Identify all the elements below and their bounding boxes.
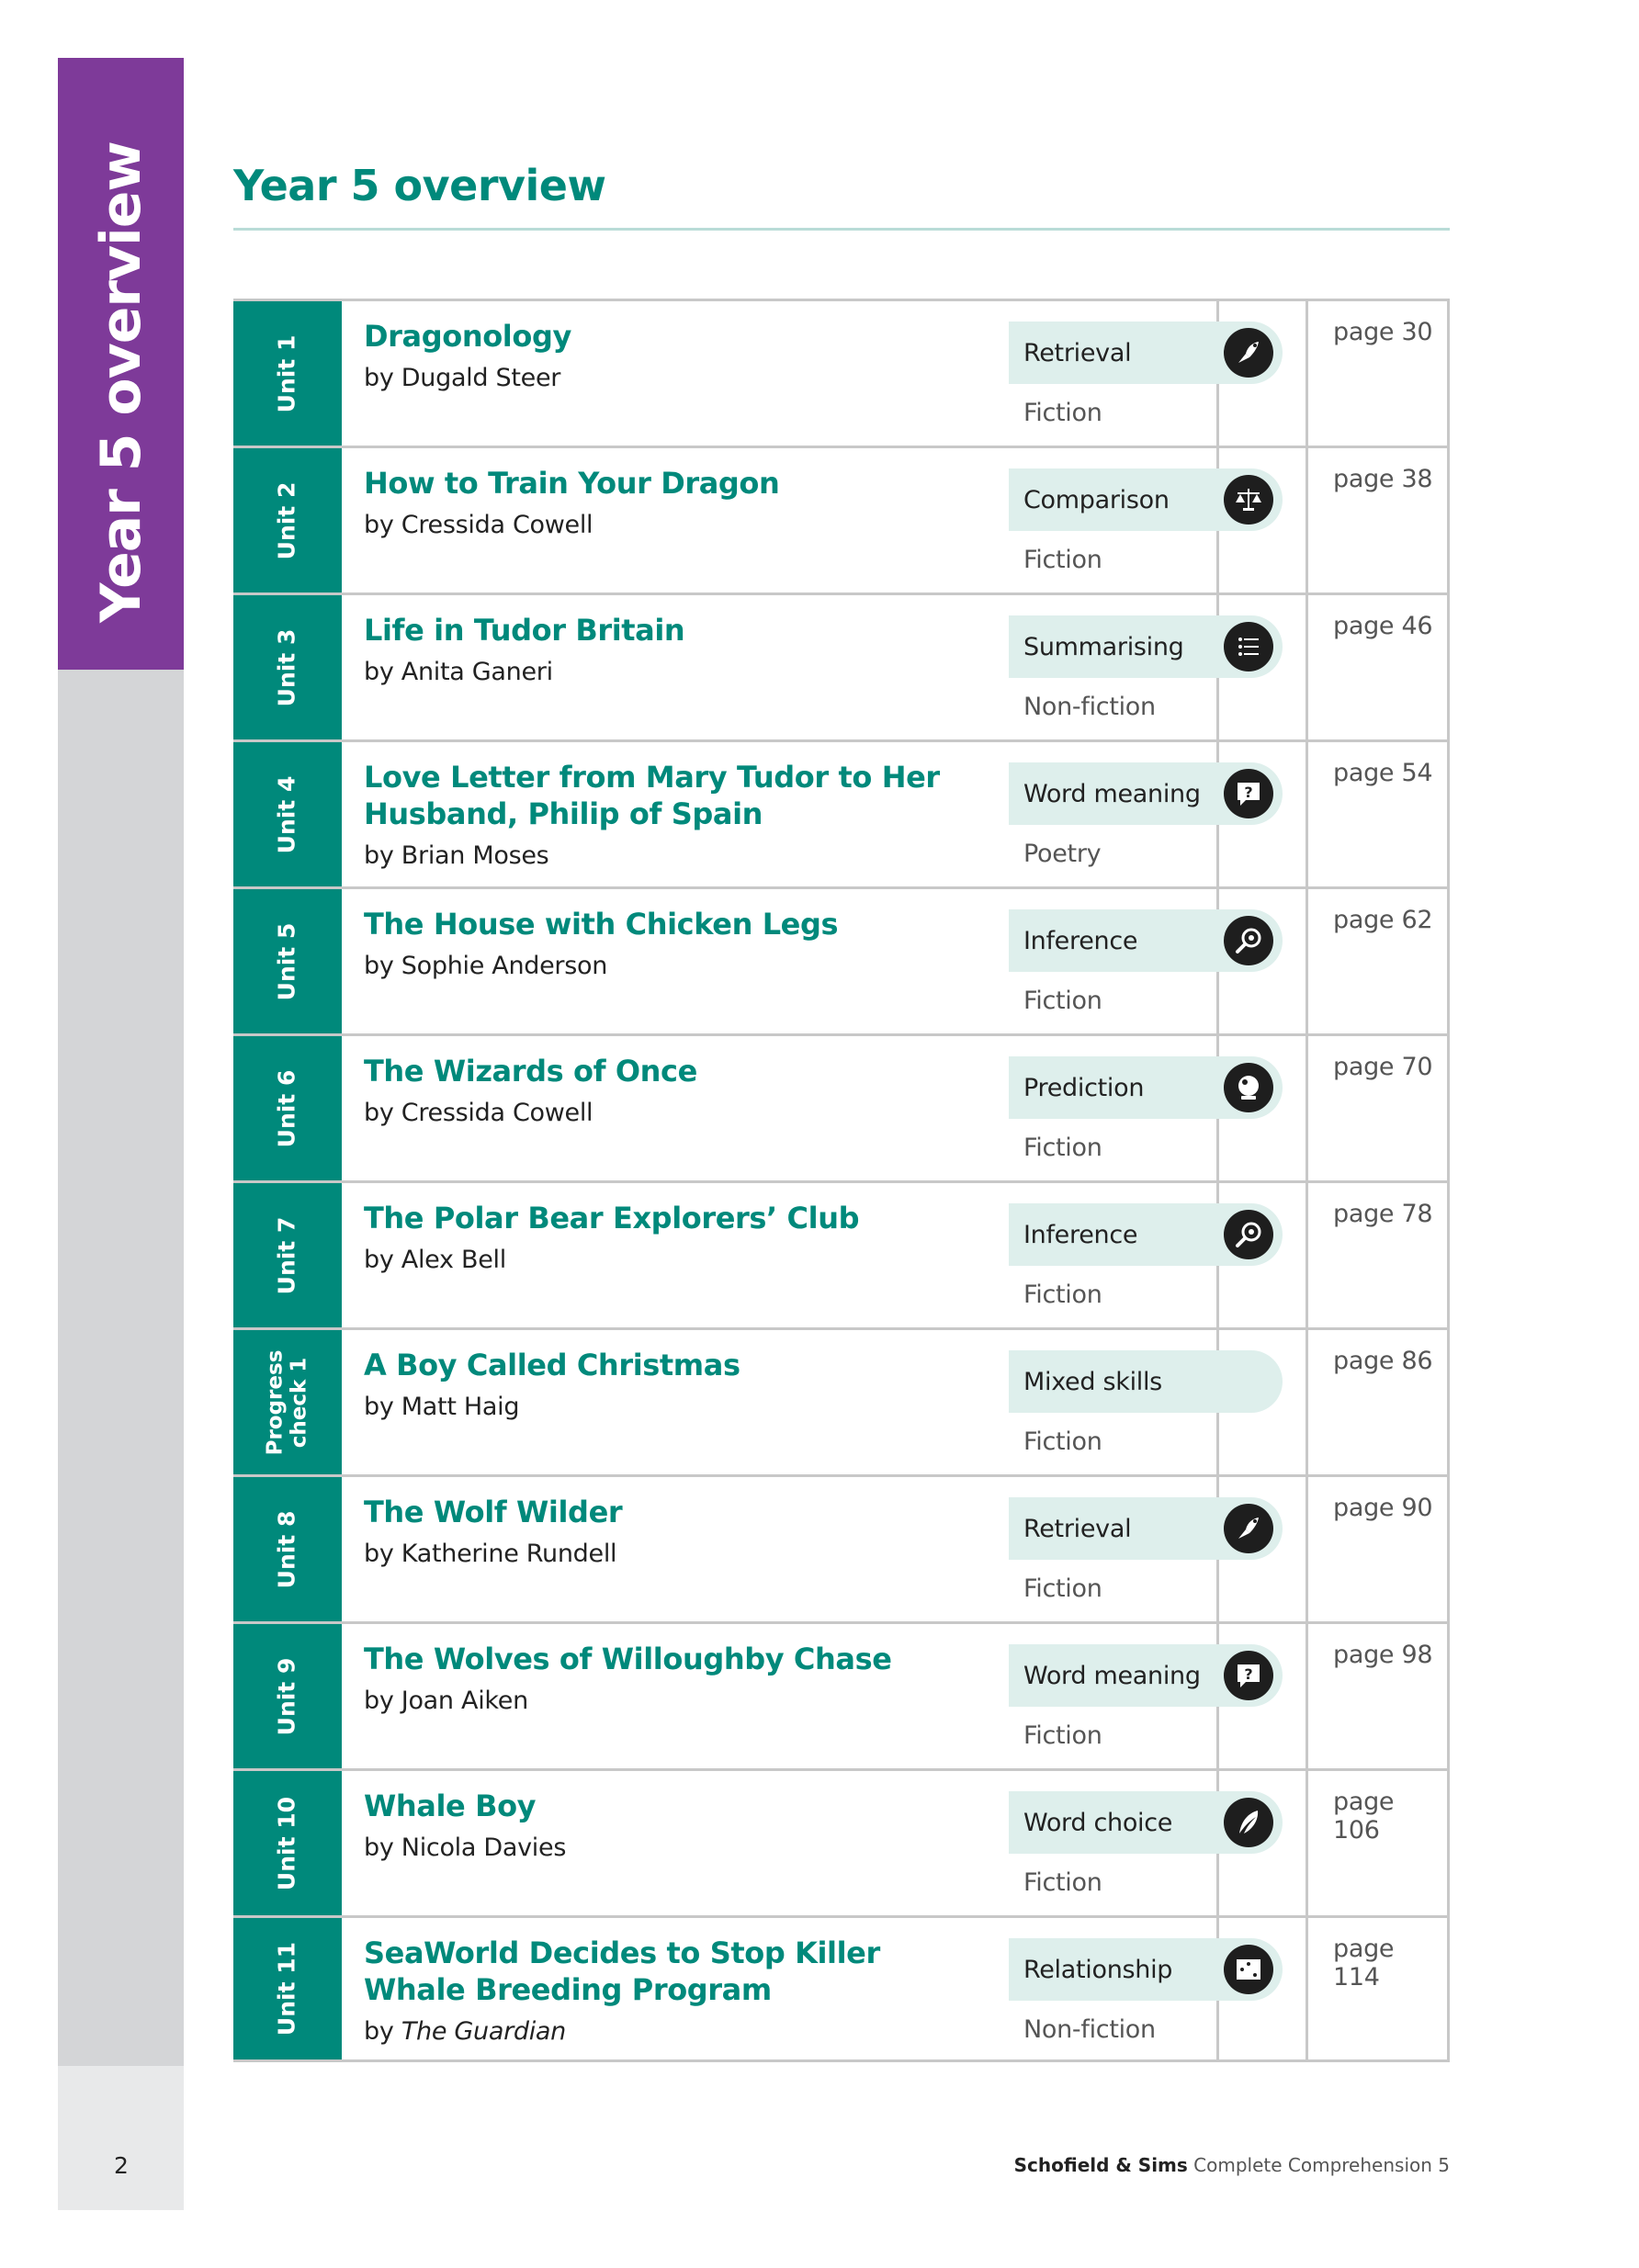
- skill-name: Inference: [1023, 926, 1138, 955]
- unit-cell-unit-4: [233, 742, 342, 886]
- skill-cell: [987, 742, 1308, 886]
- genre-label: Fiction: [1023, 546, 1102, 574]
- unit-label: Unit 4: [273, 775, 300, 853]
- unit-label: Unit 7: [273, 1216, 300, 1294]
- book-author-italic: The Guardian: [401, 2017, 566, 2046]
- skill-cell: [987, 1330, 1308, 1474]
- inference-icon: [1224, 1210, 1273, 1259]
- skill-cell: [987, 1624, 1308, 1768]
- table-row: [233, 1474, 1450, 1621]
- svg-text:?: ?: [1244, 1665, 1253, 1683]
- genre-label: Fiction: [1023, 1281, 1102, 1309]
- unit-label: Unit 5: [273, 922, 300, 1000]
- table-row: [233, 1768, 1450, 1915]
- book-author-text: by Cressida Cowell: [364, 1099, 593, 1127]
- retrieval-icon: [1224, 1504, 1273, 1553]
- unit-cell-unit-11: [233, 1918, 342, 2059]
- book-author-prefix: by: [364, 2017, 401, 2046]
- svg-text:?: ?: [1244, 784, 1253, 801]
- unit-cell-unit-5: [233, 889, 342, 1033]
- page-cell: [1311, 1918, 1450, 2059]
- skill-badge: [1009, 1644, 1283, 1707]
- skill-cell: [987, 1036, 1308, 1180]
- skill-name: Mixed skills: [1023, 1367, 1162, 1396]
- skill-badge: [1009, 322, 1283, 384]
- table-row: [233, 739, 1450, 886]
- book-title: A Boy Called Christmas: [364, 1348, 740, 1382]
- skill-name: Word meaning: [1023, 779, 1201, 808]
- book-title: Love Letter from Mary Tudor to Her Husband, Philip of Spain: [364, 760, 940, 831]
- book-title: Life in Tudor Britain: [364, 613, 685, 648]
- footer-product: Complete Comprehension 5: [1187, 2154, 1450, 2176]
- table-row: [233, 1915, 1450, 2062]
- relationship-icon: [1224, 1945, 1273, 1994]
- unit-label: Unit 2: [273, 481, 300, 559]
- page-reference: page 70: [1333, 1053, 1433, 1081]
- page-cell: [1311, 1477, 1450, 1621]
- skill-cell: [987, 595, 1308, 739]
- page-cell: [1311, 742, 1450, 886]
- page-number: 2: [114, 2152, 129, 2179]
- footer-publisher: Schofield & Sims: [1013, 2154, 1188, 2176]
- page-reference: page 90: [1333, 1494, 1433, 1522]
- unit-label: Unit 11: [273, 1941, 300, 2037]
- skill-badge: [1009, 1497, 1283, 1560]
- page-cell: [1311, 595, 1450, 739]
- page-cell: [1311, 1036, 1450, 1180]
- inference-icon: [1224, 916, 1273, 965]
- skill-badge: [1009, 762, 1283, 825]
- unit-cell-unit-8: [233, 1477, 342, 1621]
- unit-label: Progress check 1: [263, 1349, 311, 1455]
- unit-label: Unit 10: [273, 1796, 300, 1890]
- genre-label: Non-fiction: [1023, 693, 1156, 721]
- skill-cell: [987, 1183, 1308, 1327]
- table-row: [233, 886, 1450, 1033]
- skill-name: Retrieval: [1023, 338, 1132, 367]
- page-reference: page 98: [1333, 1641, 1433, 1669]
- table-row: [233, 1180, 1450, 1327]
- skill-cell: [987, 889, 1308, 1033]
- book-author-text: by Sophie Anderson: [364, 952, 608, 980]
- unit-cell-progress-check-1: [233, 1330, 342, 1474]
- page-title: Year 5 overview: [233, 161, 606, 210]
- skill-name: Word meaning: [1023, 1661, 1201, 1690]
- unit-label: Unit 8: [273, 1510, 300, 1588]
- book-title: The Polar Bear Explorers’ Club: [364, 1201, 860, 1236]
- book-title: SeaWorld Decides to Stop Killer Whale Breeding Program: [364, 1935, 880, 2007]
- unit-label: Unit 9: [273, 1657, 300, 1735]
- unit-cell-unit-6: [233, 1036, 342, 1180]
- book-author-text: by Cressida Cowell: [364, 511, 593, 539]
- skill-name: Prediction: [1023, 1073, 1145, 1102]
- sidebar-grey-band: [58, 670, 184, 2066]
- book-title: Dragonology: [364, 319, 571, 354]
- unit-cell-unit-10: [233, 1771, 342, 1915]
- skill-cell: [987, 448, 1308, 592]
- word-meaning-icon: [1224, 1651, 1273, 1700]
- skill-name: Comparison: [1023, 485, 1170, 514]
- skill-name: Inference: [1023, 1220, 1138, 1249]
- page-cell: [1311, 448, 1450, 592]
- table-row: [233, 592, 1450, 739]
- table-row: [233, 446, 1450, 592]
- sidebar-title: Year 5 overview: [89, 141, 153, 623]
- book-author-text: by Nicola Davies: [364, 1834, 567, 1862]
- book-author-text: by Alex Bell: [364, 1246, 506, 1274]
- unit-cell-unit-2: [233, 448, 342, 592]
- page-reference: page 38: [1333, 465, 1433, 493]
- skill-badge: [1009, 1203, 1283, 1266]
- genre-label: Fiction: [1023, 1868, 1102, 1897]
- book-author-text: by Dugald Steer: [364, 364, 561, 392]
- genre-label: Poetry: [1023, 840, 1102, 868]
- summarising-icon: [1224, 622, 1273, 671]
- skill-badge: [1009, 615, 1283, 678]
- skill-cell: [987, 301, 1308, 446]
- page-reference: page 46: [1333, 612, 1433, 640]
- page-reference: page 114: [1333, 1935, 1395, 1992]
- page-reference: page 30: [1333, 318, 1433, 346]
- skill-badge: [1009, 909, 1283, 972]
- table-row: [233, 1621, 1450, 1768]
- skill-name: Word choice: [1023, 1808, 1173, 1837]
- skill-cell: [987, 1918, 1308, 2059]
- book-title: The Wizards of Once: [364, 1054, 697, 1089]
- skill-badge: [1009, 1938, 1283, 2001]
- page-cell: [1311, 889, 1450, 1033]
- page-cell: [1311, 1624, 1450, 1768]
- skill-name: Retrieval: [1023, 1514, 1132, 1543]
- unit-cell-unit-3: [233, 595, 342, 739]
- unit-cell-unit-1: [233, 301, 342, 446]
- unit-label: Unit 3: [273, 628, 300, 706]
- book-title: Whale Boy: [364, 1788, 537, 1823]
- page-reference: page 62: [1333, 906, 1433, 934]
- page-cell: [1311, 1183, 1450, 1327]
- page-reference: page 78: [1333, 1200, 1433, 1228]
- book-author-text: by Katherine Rundell: [364, 1540, 617, 1568]
- page-reference: page 86: [1333, 1347, 1433, 1375]
- unit-label: Unit 1: [273, 334, 300, 412]
- genre-label: Fiction: [1023, 987, 1102, 1015]
- book-title: How to Train Your Dragon: [364, 466, 780, 501]
- genre-label: Fiction: [1023, 1427, 1102, 1456]
- book-author-text: by Anita Ganeri: [364, 658, 553, 686]
- footer-credit: [1014, 2154, 1450, 2176]
- genre-label: Non-fiction: [1023, 2015, 1156, 2044]
- overview-table: [233, 299, 1450, 2062]
- book-title: The Wolves of Willoughby Chase: [364, 1642, 892, 1676]
- page-cell: [1311, 1330, 1450, 1474]
- book-author-text: by Brian Moses: [364, 841, 549, 870]
- skill-name: Summarising: [1023, 632, 1184, 661]
- unit-cell-unit-9: [233, 1624, 342, 1768]
- genre-label: Fiction: [1023, 1574, 1102, 1603]
- word-choice-icon: [1224, 1798, 1273, 1847]
- unit-cell-unit-7: [233, 1183, 342, 1327]
- page-reference: page 54: [1333, 759, 1433, 787]
- title-divider: [233, 228, 1450, 231]
- genre-label: Fiction: [1023, 1134, 1102, 1162]
- table-row: [233, 1327, 1450, 1474]
- skill-badge: [1009, 1791, 1283, 1854]
- book-title: The House with Chicken Legs: [364, 907, 839, 942]
- skill-name: Relationship: [1023, 1955, 1173, 1984]
- genre-label: Fiction: [1023, 399, 1102, 427]
- unit-label: Unit 6: [273, 1069, 300, 1147]
- skill-badge: [1009, 1056, 1283, 1119]
- genre-label: Fiction: [1023, 1721, 1102, 1750]
- sidebar-footer-band: [58, 2066, 184, 2210]
- table-row: [233, 299, 1450, 446]
- skill-badge: [1009, 1350, 1283, 1413]
- prediction-icon: [1224, 1063, 1273, 1112]
- book-title: The Wolf Wilder: [364, 1495, 623, 1529]
- skill-badge: [1009, 468, 1283, 531]
- skill-cell: [987, 1771, 1308, 1915]
- page-reference: page 106: [1333, 1788, 1395, 1845]
- table-row: [233, 1033, 1450, 1180]
- page-cell: [1311, 1771, 1450, 1915]
- retrieval-icon: [1224, 328, 1273, 378]
- page-cell: [1311, 301, 1450, 446]
- word-meaning-icon: [1224, 769, 1273, 818]
- book-author-text: by Joan Aiken: [364, 1687, 528, 1715]
- book-author-text: by Matt Haig: [364, 1393, 520, 1421]
- skill-cell: [987, 1477, 1308, 1621]
- comparison-icon: [1224, 475, 1273, 525]
